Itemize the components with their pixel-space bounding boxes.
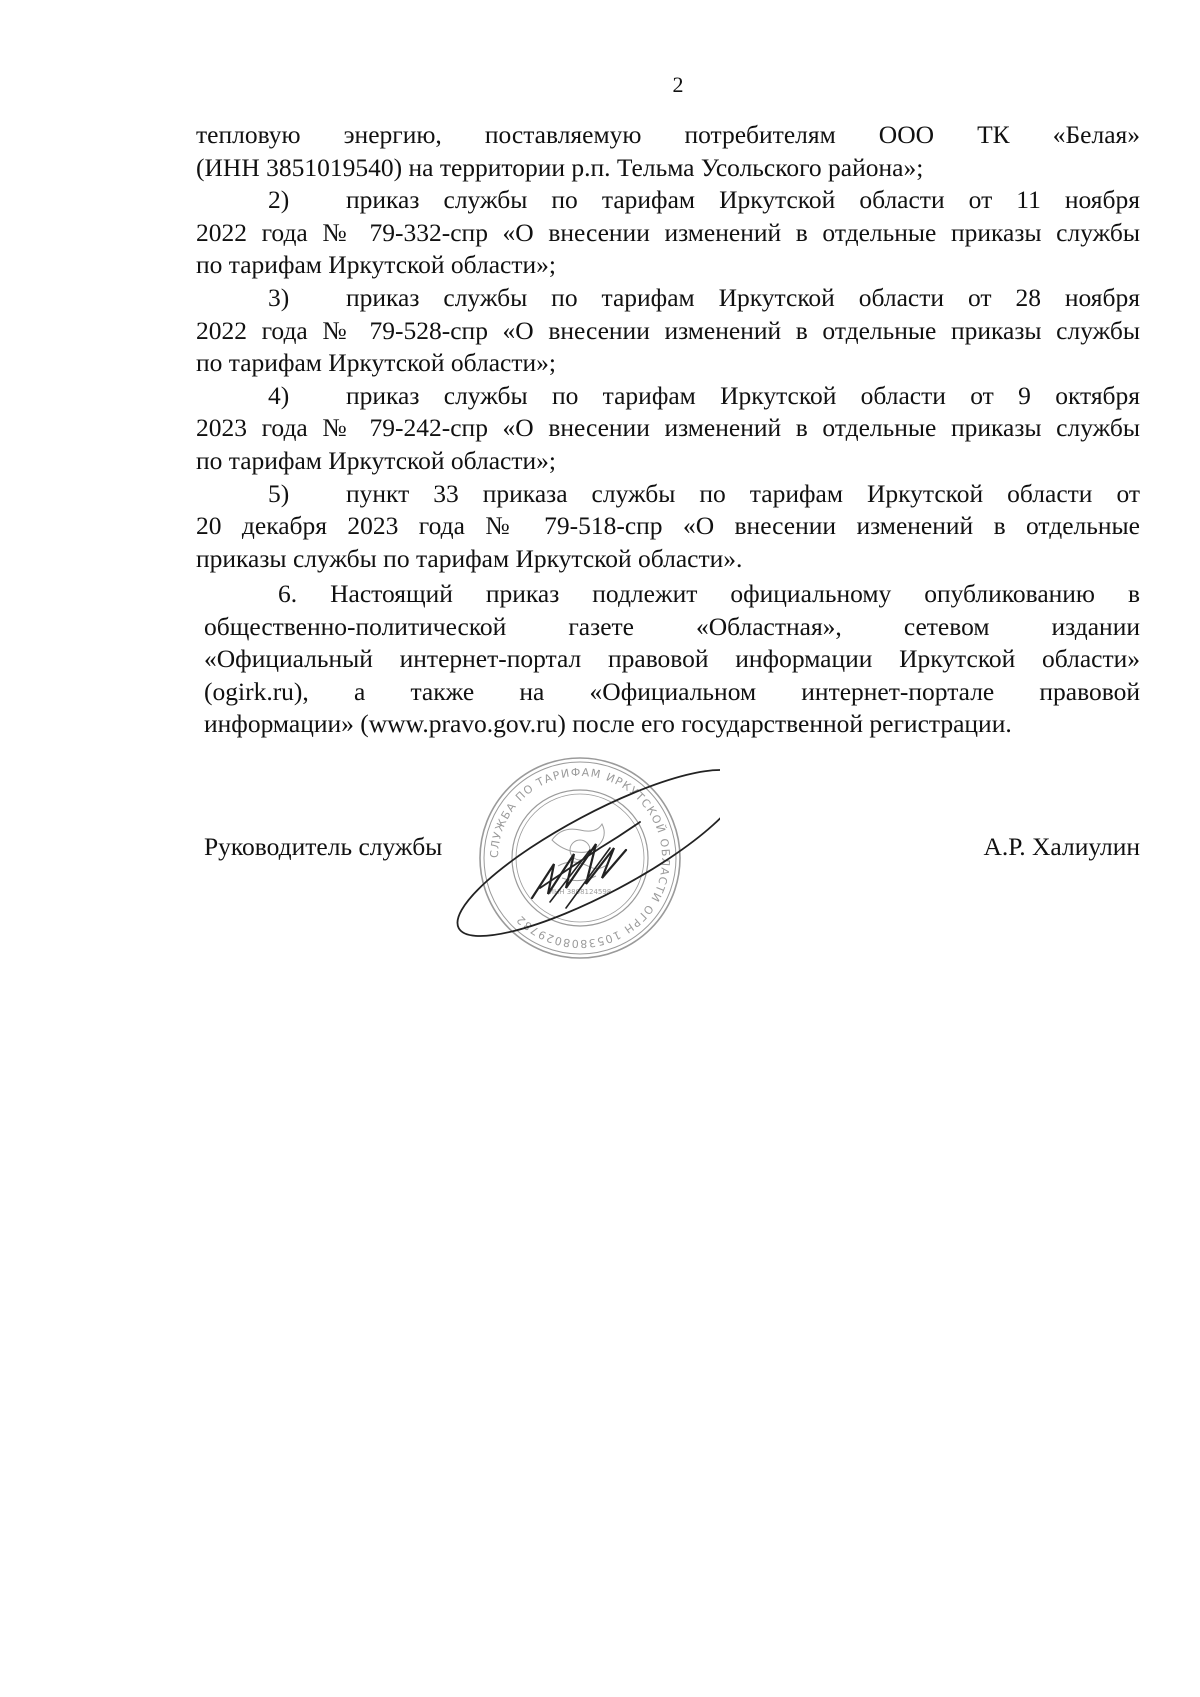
item-text-line: 2022 года № 79-528-спр «О внесении изменений в отдельные приказы службы [196, 315, 1140, 345]
item-text-first-line: приказ службы по тарифам Иркутской области от 11 ноября [346, 185, 1140, 215]
item-text-line: по тарифам Иркутской области»; [196, 348, 556, 378]
signatory-name: А.Р. Халиулин [983, 832, 1140, 861]
item-number: 2) [268, 185, 290, 215]
paragraph-6 [204, 578, 1140, 741]
list-item [196, 184, 1140, 282]
stamp-inner-text: ИНН 3808124598 [548, 888, 612, 896]
item-text-line: 2022 года № 79-332-спр «О внесении изменений в отдельные приказы службы [196, 217, 1140, 247]
page-number: 2 [672, 72, 684, 97]
item-text-line: по тарифам Иркутской области»; [196, 250, 556, 280]
stamp-seal [480, 758, 680, 958]
item-text-first-line: приказ службы по тарифам Иркутской области от 9 октября [346, 380, 1140, 410]
paragraph-6-line-5: информации» (www.pravo.gov.ru) после его государственной регистрации. [204, 709, 1012, 739]
paragraph-6-line-1: 6. Настоящий приказ подлежит официальному опубликованию в [278, 579, 1140, 608]
item-number: 5) [268, 478, 290, 508]
list-item [196, 380, 1140, 478]
item-text-line: 2023 года № 79-242-спр «О внесении изменений в отдельные приказы службы [196, 413, 1140, 443]
stamp-outer-text: СЛУЖБА ПО ТАРИФАМ ИРКУТСКОЙ ОБЛАСТИ ОГРН 1053808029782 [487, 765, 673, 951]
official-stamp-with-signature [440, 738, 720, 978]
signatory-position: Руководитель службы [204, 832, 443, 861]
document-body [196, 119, 1140, 575]
item-text-line: 20 декабря 2023 года № 79-518-спр «О внесении изменений в отдельные [196, 511, 1140, 541]
item-text-first-line: пункт 33 приказа службы по тарифам Иркутской области от [346, 478, 1140, 508]
item-number: 4) [268, 380, 290, 410]
list-item [196, 282, 1140, 380]
paragraph-6-line-4: (ogirk.ru), а также на «Официальном интернет-портале правовой [204, 676, 1140, 706]
stamp-emblem [552, 824, 608, 881]
item-number: 3) [268, 282, 290, 312]
paragraph-6-line-3: «Официальный интернет-портал правовой информации Иркутской области» [204, 644, 1140, 674]
item-text-line: приказы службы по тарифам Иркутской области». [196, 543, 743, 573]
continuation-line-1: тепловую энергию, поставляемую потребителям ООО ТК «Белая» [196, 120, 1140, 149]
list-item [196, 478, 1140, 576]
item-text-line: по тарифам Иркутской области»; [196, 445, 556, 475]
paragraph-6-line-2: общественно-политической газете «Областная», сетевом издании [204, 611, 1140, 641]
continuation-line-2: (ИНН 3851019540) на территории р.п. Тельма Усольского района»; [196, 152, 924, 182]
item-text-first-line: приказ службы по тарифам Иркутской области от 28 ноября [346, 282, 1140, 312]
